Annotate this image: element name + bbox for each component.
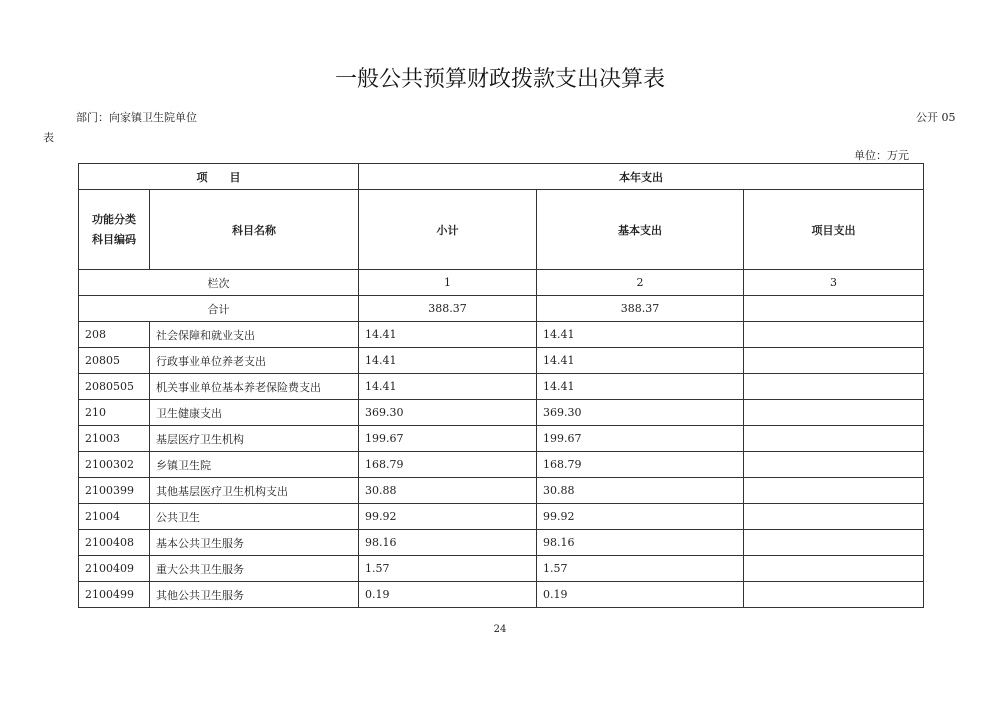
cell-name: 卫生健康支出	[150, 400, 359, 426]
table-row	[79, 426, 924, 452]
cell-code: 2100409	[79, 556, 150, 582]
cell-basic: 168.79	[537, 452, 744, 478]
cell-project	[744, 504, 924, 530]
cell-basic: 14.41	[537, 348, 744, 374]
header-code: 功能分类 科目编码	[79, 190, 150, 270]
header-name: 科目名称	[150, 190, 359, 270]
table-row	[79, 504, 924, 530]
table-row	[79, 582, 924, 608]
table-row	[79, 400, 924, 426]
header-project-exp: 项目支出	[744, 190, 924, 270]
document-number: 公开 05	[916, 111, 956, 124]
page-title: 一般公共预算财政拨款支出决算表	[334, 67, 665, 92]
cell-basic: 98.16	[537, 530, 744, 556]
cell-name: 公共卫生	[150, 504, 359, 530]
cell-basic: 369.30	[537, 400, 744, 426]
cell-project	[744, 348, 924, 374]
expenditure-table	[78, 163, 924, 608]
cell-name: 其他基层医疗卫生机构支出	[150, 478, 359, 504]
cell-basic: 99.92	[537, 504, 744, 530]
cell-subtotal: 14.41	[359, 374, 537, 400]
table-row	[79, 530, 924, 556]
cell-code: 21004	[79, 504, 150, 530]
cell-subtotal: 14.41	[359, 322, 537, 348]
table-row	[79, 322, 924, 348]
column-number-2: 2	[537, 270, 744, 296]
cell-code: 2080505	[79, 374, 150, 400]
cell-project	[744, 322, 924, 348]
table-row	[79, 556, 924, 582]
cell-name: 其他公共卫生服务	[150, 582, 359, 608]
cell-subtotal: 199.67	[359, 426, 537, 452]
cell-name: 重大公共卫生服务	[150, 556, 359, 582]
total-project	[744, 296, 924, 322]
cell-subtotal: 168.79	[359, 452, 537, 478]
cell-code: 2100408	[79, 530, 150, 556]
total-row	[79, 296, 924, 322]
cell-project	[744, 556, 924, 582]
page-number: 24	[493, 624, 507, 635]
column-number-1: 1	[359, 270, 537, 296]
cell-subtotal: 30.88	[359, 478, 537, 504]
cell-code: 21003	[79, 426, 150, 452]
cell-basic: 30.88	[537, 478, 744, 504]
header-row-1	[79, 164, 924, 190]
document-number-suffix: 表	[43, 131, 54, 144]
cell-project	[744, 478, 924, 504]
cell-basic: 0.19	[537, 582, 744, 608]
column-number-row	[79, 270, 924, 296]
header-current-year: 本年支出	[359, 164, 924, 190]
unit-label: 单位：万元	[854, 149, 909, 162]
cell-name: 乡镇卫生院	[150, 452, 359, 478]
cell-code: 2100399	[79, 478, 150, 504]
cell-name: 机关事业单位基本养老保险费支出	[150, 374, 359, 400]
column-number-3: 3	[744, 270, 924, 296]
cell-code: 208	[79, 322, 150, 348]
cell-code: 210	[79, 400, 150, 426]
cell-project	[744, 530, 924, 556]
cell-name: 社会保障和就业支出	[150, 322, 359, 348]
cell-subtotal: 369.30	[359, 400, 537, 426]
table-row	[79, 374, 924, 400]
cell-basic: 14.41	[537, 322, 744, 348]
cell-subtotal: 0.19	[359, 582, 537, 608]
cell-code: 2100499	[79, 582, 150, 608]
total-label: 合计	[79, 296, 359, 322]
header-basic: 基本支出	[537, 190, 744, 270]
department-label: 部门：向家镇卫生院单位	[76, 111, 197, 124]
cell-basic: 1.57	[537, 556, 744, 582]
total-subtotal: 388.37	[359, 296, 537, 322]
cell-subtotal: 99.92	[359, 504, 537, 530]
table-row	[79, 348, 924, 374]
column-number-label: 栏次	[79, 270, 359, 296]
total-basic: 388.37	[537, 296, 744, 322]
cell-basic: 14.41	[537, 374, 744, 400]
cell-basic: 199.67	[537, 426, 744, 452]
cell-subtotal: 14.41	[359, 348, 537, 374]
header-project: 项 目	[79, 164, 359, 190]
header-subtotal: 小计	[359, 190, 537, 270]
table-row	[79, 478, 924, 504]
cell-project	[744, 426, 924, 452]
cell-subtotal: 98.16	[359, 530, 537, 556]
cell-project	[744, 400, 924, 426]
cell-code: 20805	[79, 348, 150, 374]
header-row-2	[79, 190, 924, 270]
cell-name: 基本公共卫生服务	[150, 530, 359, 556]
cell-subtotal: 1.57	[359, 556, 537, 582]
cell-name: 行政事业单位养老支出	[150, 348, 359, 374]
cell-project	[744, 374, 924, 400]
cell-project	[744, 452, 924, 478]
table-row	[79, 452, 924, 478]
cell-code: 2100302	[79, 452, 150, 478]
cell-name: 基层医疗卫生机构	[150, 426, 359, 452]
cell-project	[744, 582, 924, 608]
